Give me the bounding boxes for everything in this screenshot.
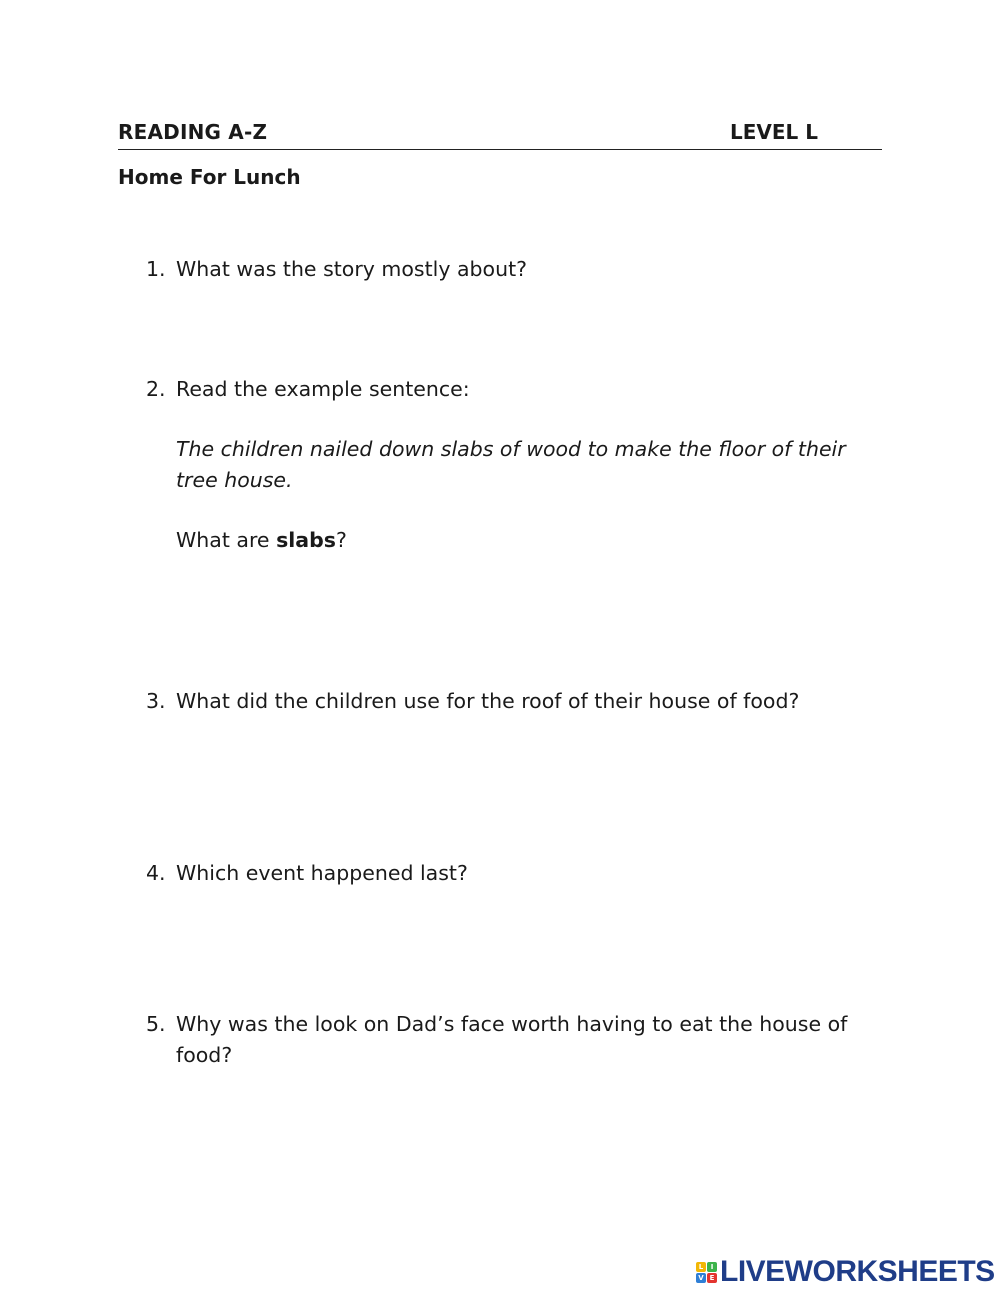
series-title: READING A-Z [118,120,268,144]
logo-text: LIVEWORKSHEETS [720,1255,995,1288]
worksheet-header [118,118,882,150]
question-number: 5. [146,1012,166,1036]
logo-mark-tile: E [707,1273,717,1283]
logo-mark-icon [696,1262,717,1283]
question-text: Why was the look on Dad’s face worth having to eat the house of food? [176,1012,848,1067]
example-sentence: The children nailed down slabs of wood to make the floor of their tree house. [176,437,846,492]
question-text: Which event happened last? [176,861,468,885]
question-2 [146,374,886,556]
logo-mark-tile: L [696,1262,706,1272]
question-text: Read the example sentence: [176,377,470,401]
story-title: Home For Lunch [118,165,301,189]
question-3 [146,686,886,717]
question-number: 4. [146,861,166,885]
follow-up-question [176,525,886,556]
question-1 [146,254,886,285]
question-number: 2. [146,377,166,401]
question-4 [146,858,886,889]
question-number: 1. [146,257,166,281]
question-text: What was the story mostly about? [176,257,528,281]
level-label: LEVEL L [730,120,818,144]
liveworksheets-logo [696,1257,995,1287]
question-number: 3. [146,689,166,713]
vocab-word: slabs [276,528,337,552]
follow-up-pre: What are [176,528,277,552]
follow-up-post: ? [336,528,347,552]
logo-mark-tile: I [707,1262,717,1272]
question-5 [146,1009,886,1071]
question-text: What did the children use for the roof of their house of food? [176,689,800,713]
logo-mark-tile: V [696,1273,706,1283]
